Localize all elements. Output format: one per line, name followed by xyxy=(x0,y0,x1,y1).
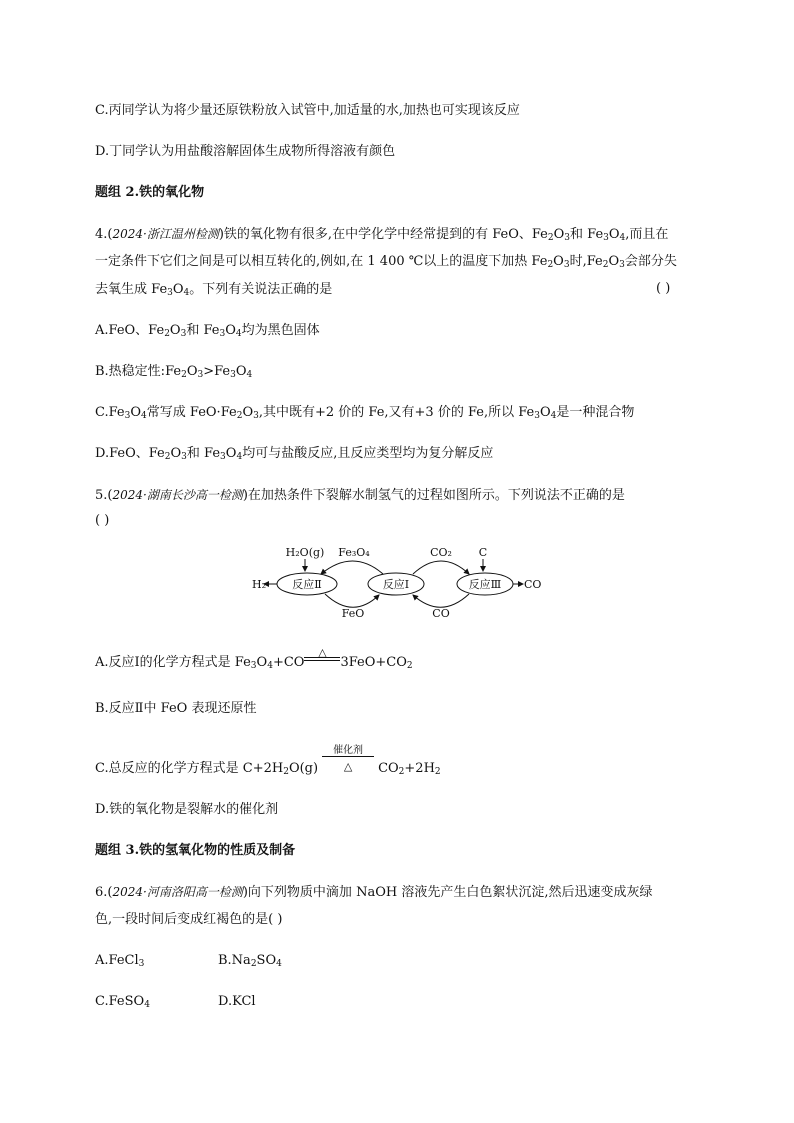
group2-heading: 题组 2.铁的氧化物 xyxy=(95,185,205,200)
feo-label: FeO xyxy=(341,607,365,620)
reaction-3-label: 反应Ⅲ xyxy=(468,578,502,591)
q4-stem-line3: 去氧生成 $Fe_3O_4$。下列有关说法正确的是 xyxy=(95,282,333,298)
reaction-1-label: 反应Ⅰ xyxy=(382,578,410,591)
q6-option-b: $B.Na_2SO_4$ xyxy=(218,953,282,969)
q6-option-c: C.FeSO$_4$ xyxy=(95,994,150,1010)
co-bottom-label: CO xyxy=(432,607,450,620)
q4-stem-line1: 4.(2024·浙江温州检测)铁的氧化物有很多,在中学化学中经常提到的有 FeO、$Fe_2O_3$和 $Fe_3O_4$,而且在 xyxy=(95,227,669,243)
q6-stem-line1: 6.(2024·河南洛阳高一检测)向下列物质中滴加 NaOH 溶液先产生白色絮状沉淀,然后迅速变成灰绿 xyxy=(95,885,653,900)
q3-option-d: D.丁同学认为用盐酸溶解固体生成物所得溶液有颜色 xyxy=(95,144,396,159)
q4-option-a: A.FeO、$Fe_2O_3$和 $Fe_3O_4$均为黑色固体 xyxy=(95,323,320,339)
q3-option-c: C.丙同学认为将少量还原铁粉放入试管中,加适量的水,加热也可实现该反应 xyxy=(95,103,520,118)
q4-stem-line2: 一定条件下它们之间是可以相互转化的,例如,在 1 400 ℃以上的温度下加热 $Fe_2O_3$时$,Fe_2O_3$会部分失 xyxy=(95,254,677,270)
q5-answer-blank: ( ) xyxy=(95,513,110,528)
group3-heading: 题组 3.铁的氢氧化物的性质及制备 xyxy=(95,843,296,858)
q5-stem: 5.(2024·湖南长沙高一检测)在加热条件下裂解水制氢气的过程如图所示。下列说法不正确的是 xyxy=(95,488,625,503)
reaction-cycle-diagram xyxy=(245,540,555,625)
q4-option-d: D.FeO、$Fe_2O_3$和 $Fe_3O_4$均可与盐酸反应,且反应类型均为复分解反应 xyxy=(95,446,494,462)
q4-answer-blank: ( ) xyxy=(656,281,671,296)
heat-condition-arrow: △ xyxy=(304,656,340,666)
q5-option-b: B.反应Ⅱ中 FeO 表现还原性 xyxy=(95,701,257,716)
reaction-2-label: 反应Ⅱ xyxy=(292,578,322,591)
q6-option-a: A.FeCl$_3$ xyxy=(95,953,145,969)
q4-option-c: $C.Fe_3O_4$常写成 $FeO\cdot Fe_2O_3$,其中既有+2 价的 Fe,又有+3 价的 Fe,所以 $Fe_3O_4$是一种混合物 xyxy=(95,405,635,421)
fe3o4-label: Fe₃O₄ xyxy=(338,546,370,559)
q4-option-b: B.热稳定性$:Fe_2O_3>Fe_3O_4$ xyxy=(95,364,253,380)
q6-option-d: D.KCl xyxy=(218,994,256,1009)
carbon-input-label: C xyxy=(478,546,488,559)
q6-stem-line2: 色,一段时间后变成红褐色的是( ) xyxy=(95,912,283,927)
co-output-label: CO xyxy=(524,578,542,591)
h2-output-label: H₂ xyxy=(252,578,267,591)
q5-option-d: D.铁的氧化物是裂解水的催化剂 xyxy=(95,802,279,817)
q5-option-a: A.反应Ⅰ的化学方程式是 $Fe_3O_4+CO$ △ $3FeO+CO_2$ xyxy=(95,646,413,671)
catalyst-condition-arrow: 催化剂 △ xyxy=(322,762,374,772)
h2o-input-label: H₂O(g) xyxy=(285,546,325,559)
co2-label: CO₂ xyxy=(430,546,452,559)
q5-option-c: C.总反应的化学方程式是 $C+2H_2O(g)$ 催化剂 △ $CO_2+2H_2$ xyxy=(95,745,441,777)
